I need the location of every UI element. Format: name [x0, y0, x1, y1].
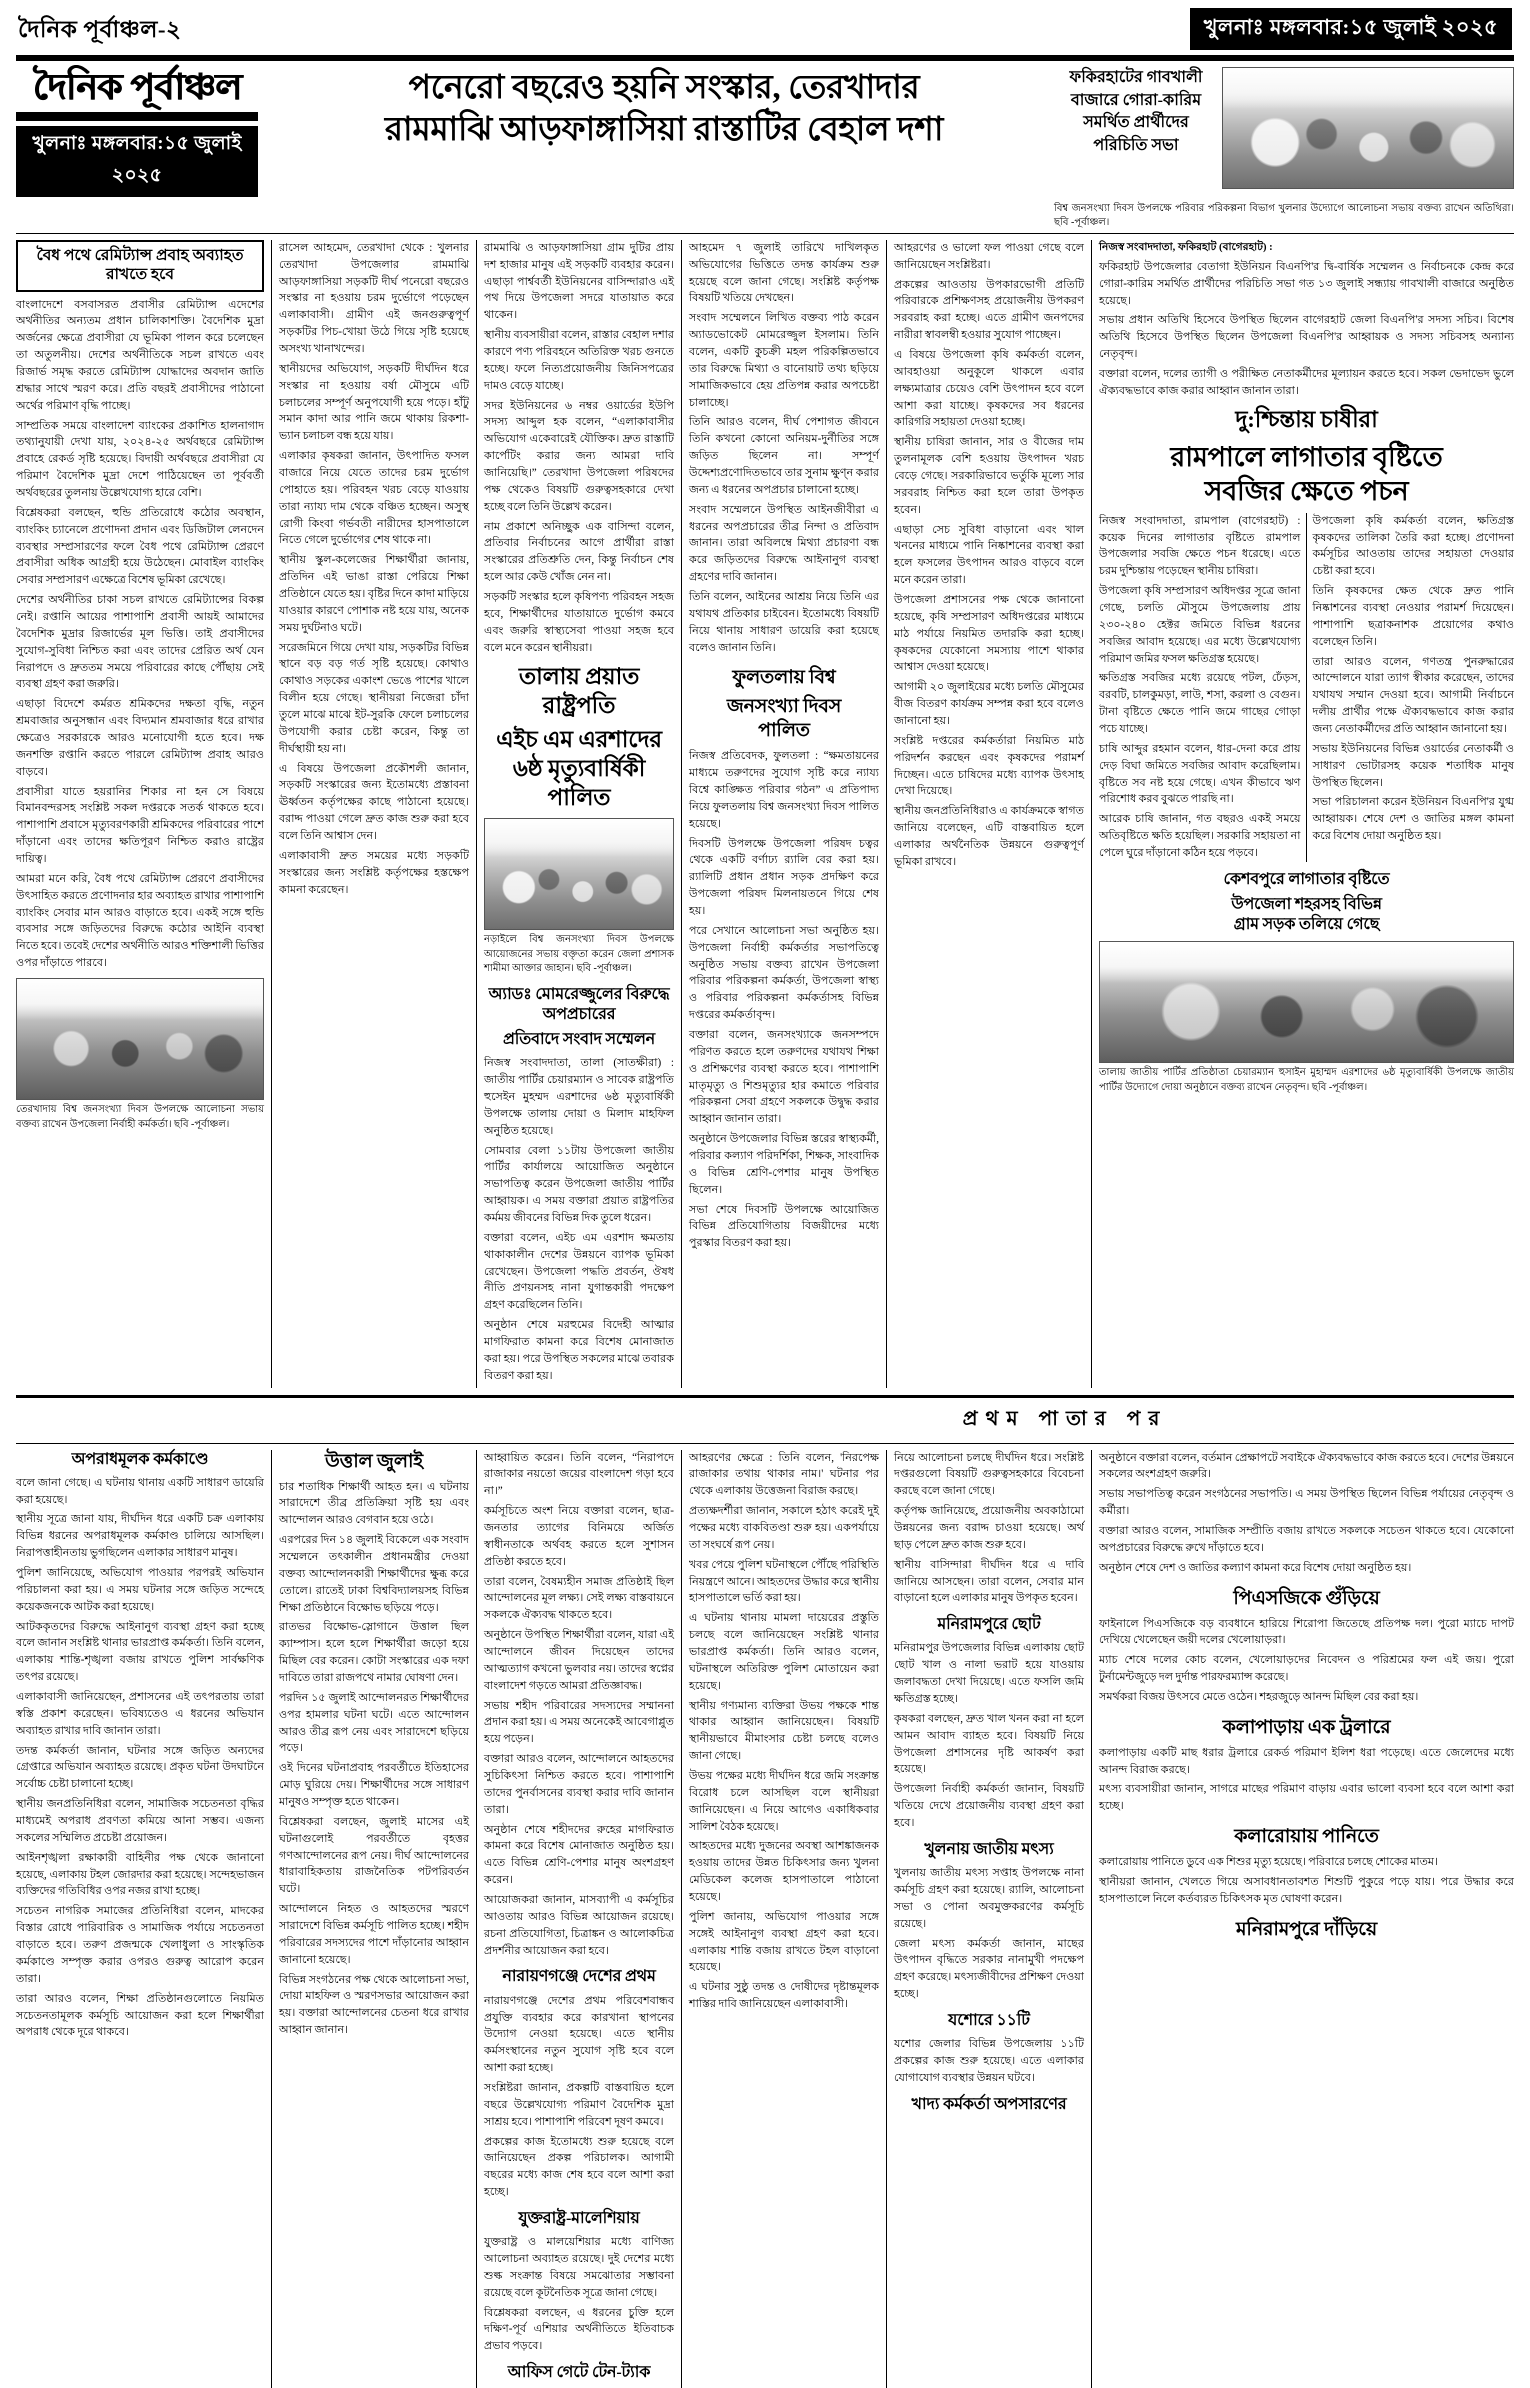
paragraph: কর্মসূচিতে অংশ নিয়ে বক্তারা বলেন, ছাত্র-জনতার ত্যাগের বিনিময়ে অর্জিত স্বাধীনতাকে অর্থবহ করতে হলে সুশাসন প্রতিষ্ঠা করতে হবে।: [484, 1505, 674, 1568]
col6-subhead3-line2: উপজেলা শহরসহ বিভিন্ন: [1231, 896, 1382, 914]
bottom-column-4: [689, 1450, 879, 2388]
paragraph: সংবাদ সম্মেলনে উপস্থিত আইনজীবীরা এ ধরনের অপপ্রচারের তীব্র নিন্দা ও প্রতিবাদ জানান। তারা অবিলম্বে মিথ্যা প্রচারণা বন্ধ করে জড়িতদের বিরুদ্ধে আইনানুগ ব্যবস্থা গ্রহণের দাবি জানান।: [689, 503, 879, 584]
paragraph: পুলিশ জানিয়েছে, অভিযোগ পাওয়ার পরপরই অভিযান পরিচালনা করা হয়। এ সময় ঘটনার সঙ্গে জড়িত সন্দেহে কয়েকজনকে আটক করা হয়েছে।: [16, 1567, 264, 1613]
bottom-col6-head-2: কলাপাড়ায় এক ট্রলারে: [1222, 1716, 1391, 1738]
bottom-col2-head: উত্তাল জুলাই: [325, 1450, 423, 1472]
paragraph: পরে সেখানে আলোচনা সভা অনুষ্ঠিত হয়। উপজেলা নির্বাহী কর্মকর্তার সভাপতিত্বে অনুষ্ঠিত সভায় বক্তব্য রাখেন উপজেলা পরিবার পরিকল্পনা কর্মকর্তা, উপজেলা স্বাস্থ্য ও পরিবার পরিকল্পনা কর্মকর্তাসহ বিভিন্ন দপ্তরের কর্মকর্তাবৃন্দ।: [689, 924, 879, 1022]
masthead-date: খুলনাঃ মঙ্গলবার:১৫ জুলাই ২০২৫: [16, 126, 258, 197]
bottom-col5-body: [894, 1450, 1084, 1608]
lead-photo-caption: বিশ্ব জনসংখ্যা দিবস উপলক্ষে পরিবার পরিকল্পনা বিভাগ খুলনার উদ্যোগে আলোচনা সভায় বক্তব্য রাখেন অতিথিরা। ছবি -পূর্বাঞ্চল।: [1054, 202, 1514, 229]
paragraph: পুলিশ জানায়, অভিযোগ পাওয়ার সঙ্গে সঙ্গেই আইনানুগ ব্যবস্থা গ্রহণ করা হবে। এলাকায় শান্তি বজায় রাখতে টহল বাড়ানো হয়েছে।: [689, 1910, 879, 1974]
lead-headline-line2: রামমাঝি আড়ফাঙ্গাসিয়া রাস্তাটির বেহাল দশা: [384, 112, 944, 149]
bottom-col6-body-3: [1099, 1745, 1514, 1815]
paragraph: ফকিরহাট উপজেলার বেতাগা ইউনিয়ন বিএনপি'র দ্বি-বার্ষিক সম্মেলন ও নির্বাচনকে কেন্দ্র করে গোরা-কারিম সমর্থিত প্রার্থীদের পরিচিতি সভা গত ১৩ জুলাই সন্ধ্যায় গাবখালী বাজারে অনুষ্ঠিত হয়েছে।: [1099, 260, 1514, 307]
bottom-column-grid: [16, 1450, 1514, 2388]
bottom-col1-head: অপরাধমূলক কর্মকাণ্ডে: [71, 1450, 209, 1468]
lead-photo-block: [1214, 67, 1514, 189]
paragraph: স্থানীয় সূত্রে জানা যায়, দীর্ঘদিন ধরে একটি চক্র এলাকায় বিভিন্ন ধরনের অপরাধমূলক কর্মকাণ্ড চালিয়ে আসছিল। নিরাপত্তাহীনতায় ভুগছিলেন এলাকার সাধারণ মানুষ।: [16, 1513, 264, 1560]
paragraph: সভায় শহীদ পরিবারের সদস্যদের সম্মাননা প্রদান করা হয়। এ সময় অনেকেই আবেগাপ্লুত হয়ে পড়েন।: [484, 1699, 674, 1746]
paragraph: ফাইনালে পিএসজিকে বড় ব্যবধানে হারিয়ে শিরোপা জিতেছে প্রতিপক্ষ দল। পুরো ম্যাচে দাপট দেখিয়ে খেলেছেন জয়ী দলের খেলোয়াড়রা।: [1099, 1617, 1514, 1647]
paragraph: তিনি বলেন, আইনের আশ্রয় নিয়ে তিনি এর যথাযথ প্রতিকার চাইবেন। ইতোমধ্যে বিষয়টি নিয়ে থানায় সাধারণ ডায়েরি করা হয়েছে বলেও জানান তিনি।: [689, 590, 879, 654]
column-divider: [1091, 1450, 1092, 2388]
bottom-col1-body: [16, 1475, 264, 2042]
col3-body-2: [484, 1055, 674, 1384]
paragraph: স্থানীয় বাসিন্দারা দীর্ঘদিন ধরে এ দাবি জানিয়ে আসছেন। তারা বলেন, সেবার মান বাড়ানো হলে এলাকার মানুষ উপকৃত হবেন।: [894, 1558, 1084, 1605]
col1-photo-caption: তেরখাদায় বিশ্ব জনসংখ্যা দিবস উপলক্ষে আলোচনা সভায় বক্তব্য রাখেন উপজেলা নির্বাহী কর্মকর্তা। ছবি -পূর্বাঞ্চল।: [16, 1104, 264, 1130]
column-divider: [271, 240, 272, 1388]
paragraph: ম্যাচ শেষে দলের কোচ বলেন, খেলোয়াড়দের নিবেদন ও পরিশ্রমের ফল এই জয়। পুরো টুর্নামেন্টজুড়ে দল দুর্দান্ত পারফরম্যান্স করেছে।: [1099, 1654, 1514, 1684]
paragraph: নিয়ে আলোচনা চলছে দীর্ঘদিন ধরে। সংশ্লিষ্ট দপ্তরগুলো বিষয়টি গুরুত্বসহকারে বিবেচনা করছে বলে জানা গেছে।: [894, 1451, 1084, 1498]
bottom-col3-body: [484, 1450, 674, 1960]
paragraph: সভায় প্রধান অতিথি হিসেবে উপস্থিত ছিলেন বাগেরহাট জেলা বিএনপি'র সদস্য সচিব। বিশেষ অতিথি হিসেবে উপস্থিত ছিলেন উপজেলা বিএনপি'র আহ্বায়ক ও সদস্য সচিবসহ অন্যান্য নেতৃবৃন্দ।: [1099, 314, 1514, 361]
paragraph: তারা বলেন, বৈষম্যহীন সমাজ প্রতিষ্ঠাই ছিল আন্দোলনের মূল লক্ষ্য। সেই লক্ষ্য বাস্তবায়নে সকলকে ঐক্যবদ্ধ থাকতে হবে।: [484, 1575, 674, 1622]
col6-photo: [1099, 941, 1514, 1063]
lead-kicker: ফকিরহাটের গাবখালী বাজারে গোরা-কারিম সমর্থিত প্রার্থীদের পরিচিতি সভা: [1069, 69, 1203, 155]
paragraph: সড়কটি সংস্কার হলে কৃষিপণ্য পরিবহন সহজ হবে, শিক্ষার্থীদের যাতায়াতে দুর্ভোগ কমবে এবং জরুরি স্বাস্থ্যসেবা পাওয়া সহজ হবে বলে মনে করেন স্থানীয়রা।: [484, 590, 674, 654]
paragraph: কলারোয়ায় পানিতে ডুবে এক শিশুর মৃত্যু হয়েছে। পরিবারে চলছে শোকের মাতম।: [1099, 1856, 1439, 1869]
col6-subhead2-line1: রামপালে লাগাতার বৃষ্টিতে: [1170, 441, 1443, 472]
paragraph: সংশ্লিষ্ট দপ্তরের কর্মকর্তারা নিয়মিত মাঠ পরিদর্শন করছেন এবং কৃষকদের পরামর্শ দিচ্ছেন। এতে চাষিদের মধ্যে ব্যাপক উৎসাহ দেখা দিয়েছে।: [894, 734, 1084, 798]
paragraph: স্থানীয় স্কুল-কলেজের শিক্ষার্থীরা জানায়, প্রতিদিন এই ভাঙা রাস্তা পেরিয়ে শিক্ষা প্রতিষ্ঠানে যেতে হয়। বৃষ্টির দিনে কাদা মাড়িয়ে যাওয়ার কারণে পোশাক নষ্ট হয়ে যায়, অনেক সময় দুর্ঘটনাও ঘটে।: [279, 554, 469, 634]
paragraph: বক্তারা বলেন, জনসংখ্যাকে জনসম্পদে পরিণত করতে হলে তরুণদের যথাযথ শিক্ষা ও প্রশিক্ষণের ব্যবস্থা করতে হবে। পাশাপাশি মাতৃমৃত্যু ও শিশুমৃত্যুর হার কমাতে পরিবার পরিকল্পনা সেবা গ্রহণে সকলকে উদ্বুদ্ধ করার আহ্বান জানান তারা।: [689, 1028, 879, 1126]
col3-subhead2-line2: প্রতিবাদে সংবাদ সম্মেলন: [502, 1031, 656, 1049]
paragraph: অনুষ্ঠান শেষে মরহুমের বিদেহী আত্মার মাগফিরাত কামনা করে বিশেষ মোনাজাত করা হয়। পরে উপস্থিত সকলের মাঝে তবারক বিতরণ করা হয়।: [484, 1319, 674, 1382]
col6-subhead1: দু:শ্চিন্তায় চাষীরা: [1235, 406, 1378, 432]
paragraph: সরেজমিনে গিয়ে দেখা যায়, সড়কটির বিভিন্ন স্থানে বড় বড় গর্ত সৃষ্টি হয়েছে। কোথাও কোথাও সড়কের একাংশ ভেঙে পাশের খালে বিলীন হয়ে গেছে। স্থানীয়রা নিজেরা চাঁদা তুলে মাঝে মাঝে ইট-সুরকি ফেলে চলাচলের উপযোগী করার চেষ্টা করেন, কিন্তু তা দীর্ঘস্থায়ী হয় না।: [279, 641, 469, 755]
paragraph: বলে জানা গেছে। এ ঘটনায় থানায় একটি সাধারণ ডায়েরি করা হয়েছে।: [16, 1476, 264, 1506]
bottom-col5-head-3: যশোরে ১১টি: [948, 2011, 1030, 2029]
paragraph: আয়োজকরা জানান, মাসব্যাপী এ কর্মসূচির আওতায় আরও বিভিন্ন আয়োজন রয়েছে। রচনা প্রতিযোগিতা, চিত্রাঙ্কন ও আলোকচিত্র প্রদর্শনীর আয়োজন করা হবে।: [484, 1894, 674, 1957]
paragraph: সাম্প্রতিক সময়ে বাংলাদেশ ব্যাংকের প্রকাশিত হালনাগাদ তথ্যানুযায়ী দেখা যায়, ২০২৪-২৫ অর্থবছরে রেমিট্যান্স প্রবাহে রেকর্ড সৃষ্টি হয়েছে। বিদায়ী অর্থবছরে প্রবাসীরা যে পরিমাণ বৈদেশিক মুদ্রা দেশে পাঠিয়েছেন তা পূর্ববর্তী অর্থবছরের তুলনায় উল্লেখযোগ্য হারে বেশি।: [16, 419, 264, 499]
paragraph: সদর ইউনিয়নের ৬ নম্বর ওয়ার্ডের ইউপি সদস্য আব্দুল হক বলেন, “এলাকাবাসীর অভিযোগ একেবারেই যৌক্তিক। দ্রুত রাস্তাটি কার্পেটিং করার জন্য আমরা দাবি জানিয়েছি।” তেরখাদা উপজেলা পরিষদের পক্ষ থেকেও বিষয়টি গুরুত্বসহকারে দেখা হচ্ছে বলে তিনি উল্লেখ করেন।: [484, 399, 674, 513]
col6-subhead3-line3: গ্রাম সড়ক তলিয়ে গেছে: [1233, 916, 1380, 934]
paragraph: সচেতন নাগরিক সমাজের প্রতিনিধিরা বলেন, মাদকের বিস্তার রোধে পারিবারিক ও সামাজিক পর্যায়ে সচেতনতা বাড়াতে হবে। তরুণ প্রজন্মকে খেলাধুলা ও সাংস্কৃতিক কর্মকাণ্ডে সম্পৃক্ত করার ওপরও গুরুত্ব আরোপ করেন তারা।: [16, 1905, 264, 1985]
col1-photo: [16, 978, 264, 1100]
paragraph: ওই দিনের ঘটনাপ্রবাহ পরবর্তীতে ইতিহাসের মোড় ঘুরিয়ে দেয়। শিক্ষার্থীদের সঙ্গে সাধারণ মানুষও সম্পৃক্ত হতে থাকেন।: [279, 1762, 469, 1808]
paragraph: প্রকল্পের আওতায় উপকারভোগী প্রতিটি পরিবারকে প্রশিক্ষণসহ প্রয়োজনীয় উপকরণ সরবরাহ করা হচ্ছে। এতে গ্রামীণ জনপদের নারীরা স্বাবলম্বী হওয়ার সুযোগ পাচ্ছেন।: [894, 278, 1084, 342]
col2-body: [279, 240, 469, 899]
paragraph: আহরণের ও ভালো ফল পাওয়া গেছে বলে জানিয়েছেন সংশ্লিষ্টরা।: [894, 241, 1084, 271]
paragraph: উপজেলা কৃষি সম্প্রসারণ অধিদপ্তর সূত্রে জানা গেছে, চলতি মৌসুমে উপজেলায় প্রায় ২৩০-২৪০ হেক্টর জমিতে বিভিন্ন ধরনের সবজির আবাদ হয়েছে। এর মধ্যে উল্লেখযোগ্য পরিমাণ জমির ফসল ক্ষতিগ্রস্ত হয়েছে।: [1099, 585, 1301, 665]
paragraph: প্রবাসীরা যাতে হয়রানির শিকার না হন সে বিষয়ে বিমানবন্দরসহ সংশ্লিষ্ট সকল দপ্তরকে সতর্ক থাকতে হবে। পাশাপাশি প্রবাসে মৃত্যুবরণকারী শ্রমিকদের পরিবারের পাশে দাঁড়ানো এবং তাদের ক্ষতিপূরণ নিশ্চিত করাও রাষ্ট্রের দায়িত্ব।: [16, 785, 264, 866]
paragraph: এছাড়া বিদেশে কর্মরত শ্রমিকদের দক্ষতা বৃদ্ধি, নতুন শ্রমবাজার অনুসন্ধান এবং বিদ্যমান শ্রমবাজার ধরে রাখার ক্ষেত্রেও সরকারকে আরও মনোযোগী হতে হবে। দক্ষ জনশক্তি রপ্তানি করতে পারলে রেমিট্যান্স প্রবাহ আরও বাড়বে।: [16, 698, 264, 778]
masthead-block: [16, 67, 268, 197]
bottom-column-1: [16, 1450, 264, 2388]
col6-body-2: [1099, 513, 1514, 862]
paragraph: বিশ্লেষকরা বলছেন, হুন্ডি প্রতিরোধে কঠোর অবস্থান, ব্যাংকিং চ্যানেলে প্রণোদনা প্রদান এবং ডিজিটাল লেনদেন ব্যবস্থার সম্প্রসারণের ফলে বৈধ পথে রেমিট্যান্স প্রেরণে প্রবাসীরা অধিক আগ্রহী হয়ে উঠেছেন। মোবাইল ব্যাংকিং সেবার সম্প্রসারণ এক্ষেত্রে বিশেষ ভূমিকা রেখেছে।: [16, 506, 264, 587]
col5-body: [894, 240, 1084, 871]
paragraph: খবর পেয়ে পুলিশ ঘটনাস্থলে পৌঁছে পরিস্থিতি নিয়ন্ত্রণে আনে। আহতদের উদ্ধার করে স্থানীয় হাসপাতালে ভর্তি করা হয়।: [689, 1558, 879, 1605]
bottom-col3-body-3: [484, 2234, 674, 2355]
col4-subhead-line1: ফুলতলায় বিশ্ব: [732, 667, 836, 689]
paragraph: স্থানীয়রা জানান, খেলতে গিয়ে অসাবধানতাবশত শিশুটি পুকুরে পড়ে যায়। পরে উদ্ধার করে হাসপাতালে নিলে কর্তব্যরত চিকিৎসক মৃত ঘোষণা করেন।: [1099, 1875, 1514, 1905]
col1-box-headline: বৈধ পথে রেমিট্যান্স প্রবাহ অব্যাহত রাখতে হবে: [16, 240, 264, 292]
paragraph: দেশের অর্থনীতির চাকা সচল রাখতে রেমিট্যান্সের বিকল্প নেই। রপ্তানি আয়ের পাশাপাশি প্রবাসী আয়ই আমাদের বৈদেশিক মুদ্রার রিজার্ভের মূল ভিত্তি। তাই প্রবাসীদের সুযোগ-সুবিধা নিশ্চিত করা এবং তাদের প্রেরিত অর্থ যেন নিরাপদে ও দ্রুততম সময়ে পরিবারের কাছে পৌঁছায় সেই ব্যবস্থা গ্রহণ করা জরুরি।: [16, 594, 264, 691]
paragraph: তিনি কৃষকদের ক্ষেত থেকে দ্রুত পানি নিষ্কাশনের ব্যবস্থা নেওয়ার পরামর্শ দিয়েছেন। পাশাপাশি ছত্রাকনাশক প্রয়োগের কথাও বলেছেন তিনি।: [1312, 585, 1514, 648]
paragraph: রামমাঝি ও আড়ফাঙ্গাসিয়া গ্রাম দুটির প্রায় দশ হাজার মানুষ এই সড়কটি ব্যবহার করেন। এছাড়া পার্শ্ববর্তী ইউনিয়নের বাসিন্দারাও এই পথ দিয়ে উপজেলা সদরে যাতায়াত করে থাকেন।: [484, 241, 674, 322]
bottom-col6-body-2: [1099, 1616, 1514, 1706]
column-divider: [681, 1450, 682, 2388]
paragraph: চাষি আব্দুর রহমান বলেন, ধার-দেনা করে প্রায় দেড় বিঘা জমিতে সবজির আবাদ করেছিলাম। বৃষ্টিতে সব নষ্ট হয়ে গেছে। এখন কীভাবে ঋণ পরিশোধ করব বুঝতে পারছি না।: [1099, 742, 1301, 806]
bottom-col6-head: পিএসজিকে গুঁড়িয়ে: [1233, 1587, 1380, 1609]
bottom-col6-body: [1099, 1450, 1514, 1577]
paragraph: বক্তারা আরও বলেন, সামাজিক সম্প্রীতি বজায় রাখতে সকলকে সচেতন থাকতে হবে। যেকোনো অপপ্রচারের বিরুদ্ধে রুখে দাঁড়াতে হবে।: [1099, 1525, 1514, 1554]
masthead-row: [16, 67, 1514, 197]
paragraph: এলাকার কৃষকরা জানান, উৎপাদিত ফসল বাজারে নিয়ে যেতে তাদের চরম দুর্ভোগ পোহাতে হয়। পরিবহন খরচ বেড়ে যাওয়ায় তারা ন্যায্য দাম থেকে বঞ্চিত হচ্ছেন। অসুস্থ রোগী কিংবা গর্ভবতী নারীদের হাসপাতালে নিতে গেলে দুর্ভোগের শেষ থাকে না।: [279, 450, 469, 547]
folio-strip: [0, 0, 1530, 52]
paragraph: অনুষ্ঠানে বক্তারা বলেন, বর্তমান প্রেক্ষাপটে সবাইকে ঐক্যবদ্ধভাবে কাজ করতে হবে। দেশের উন্নয়নে সকলের অংশগ্রহণ জরুরি।: [1099, 1451, 1514, 1481]
paragraph: আহ্বায়িত করেন। তিনি বলেন, “নিরাপদে রাজাকার নয়তো জয়ের বাংলাদেশ গড়া হবে না।”: [484, 1451, 674, 1498]
lead-kicker-block: [1058, 67, 1214, 158]
paragraph: নাম প্রকাশে অনিচ্ছুক এক বাসিন্দা বলেন, প্রতিবার নির্বাচনের আগে প্রার্থীরা রাস্তা সংস্কারের প্রতিশ্রুতি দেন, কিন্তু নির্বাচন শেষ হলে আর কেউ খোঁজ নেন না।: [484, 520, 674, 584]
paragraph: খুলনায় জাতীয় মৎস্য সপ্তাহ উপলক্ষে নানা কর্মসূচি গ্রহণ করা হয়েছে। র‌্যালি, আলোচনা সভা ও পোনা অবমুক্তকরণের কর্মসূচি রয়েছে।: [894, 1867, 1084, 1930]
col6-subhead2-line2: সবজির ক্ষেতে পচন: [1204, 475, 1409, 506]
col4-body-2: [689, 748, 879, 1252]
paragraph: জেলা মৎস্য কর্মকর্তা জানান, মাছের উৎপাদন বৃদ্ধিতে সরকার নানামুখী পদক্ষেপ গ্রহণ করেছে। মৎস্যজীবীদের প্রশিক্ষণ দেওয়া হচ্ছে।: [894, 1937, 1084, 2001]
paragraph: সংবাদ সম্মেলনে লিখিত বক্তব্য পাঠ করেন অ্যাডভোকেট মোমরেজ্জুল ইসলাম। তিনি বলেন, একটি কুচক্রী মহল পরিকল্পিতভাবে তার বিরুদ্ধে মিথ্যা ও বানোয়াট তথ্য ছড়িয়ে সামাজিকভাবে হেয় প্রতিপন্ন করার অপচেষ্টা চালাচ্ছে।: [689, 312, 879, 409]
paragraph: উপজেলা নির্বাহী কর্মকর্তা জানান, বিষয়টি খতিয়ে দেখে প্রয়োজনীয় ব্যবস্থা গ্রহণ করা হবে।: [894, 1783, 1084, 1830]
lead-headline-line1: পনেরো বছরেও হয়নি সংস্কার, তেরখাদার: [408, 70, 920, 106]
paragraph: কর্তৃপক্ষ জানিয়েছে, প্রয়োজনীয় অবকাঠামো উন্নয়নের জন্য বরাদ্দ চাওয়া হয়েছে। অর্থ ছাড় পেলে দ্রুত কাজ শুরু হবে।: [894, 1505, 1084, 1551]
col4-subhead-line3: পালিত: [758, 720, 810, 742]
column-divider: [476, 1450, 477, 2388]
bottom-col6-body-4: [1099, 1854, 1514, 1908]
paragraph: কলাপাড়ায় একটি মাছ ধরার ট্রলারে রেকর্ড পরিমাণ ইলিশ ধরা পড়েছে। এতে জেলেদের মধ্যে আনন্দ বিরাজ করছে।: [1099, 1746, 1514, 1776]
folio-rule: [16, 55, 1514, 61]
column-divider: [271, 1450, 272, 2388]
paragraph: স্থানীয় ব্যবসায়ীরা বলেন, রাস্তার বেহাল দশার কারণে পণ্য পরিবহনে অতিরিক্ত খরচ গুনতে হচ্ছে। ফলে নিত্যপ্রয়োজনীয় জিনিসপত্রের দামও বেড়ে যাচ্ছে।: [484, 329, 674, 392]
bottom-col3-head-2: যুক্তরাষ্ট্র-মালেশিয়ায়: [518, 2209, 640, 2227]
paragraph: অনুষ্ঠান শেষে শহীদদের রুহের মাগফিরাত কামনা করে বিশেষ মোনাজাত অনুষ্ঠিত হয়। এতে বিভিন্ন শ্রেণি-পেশার মানুষ অংশগ্রহণ করেন।: [484, 1823, 674, 1887]
paragraph: এ ঘটনার সুষ্ঠু তদন্ত ও দোষীদের দৃষ্টান্তমূলক শাস্তির দাবি জানিয়েছেন এলাকাবাসী।: [689, 1981, 879, 2011]
paragraph: এ ঘটনায় থানায় মামলা দায়েরের প্রস্তুতি চলছে বলে জানিয়েছেন সংশ্লিষ্ট থানার ভারপ্রাপ্ত কর্মকর্তা। তিনি আরও বলেন, ঘটনাস্থলে অতিরিক্ত পুলিশ মোতায়েন করা হয়েছে।: [689, 1612, 879, 1692]
paragraph: অনুষ্ঠান শেষে দেশ ও জাতির কল্যাণ কামনা করে বিশেষ দোয়া অনুষ্ঠিত হয়।: [1099, 1561, 1412, 1574]
paragraph: স্থানীয় চাষিরা জানান, সার ও বীজের দাম তুলনামূলক বেশি হওয়ায় উৎপাদন খরচ বেড়ে গেছে। সরকারিভাবে ভর্তুকি মূল্যে সার সরবরাহ নিশ্চিত করা হলে তারা উপকৃত হবেন।: [894, 436, 1084, 516]
bottom-col5-body-2: [894, 1640, 1084, 1831]
masthead-underrule: [16, 233, 1514, 234]
paragraph: এলাকাবাসী জানিয়েছেন, প্রশাসনের এই তৎপরতায় তারা স্বস্তি প্রকাশ করেছেন। ভবিষ্যতেও এ ধরনের অভিযান অব্যাহত রাখার দাবি জানান তারা।: [16, 1691, 264, 1737]
paragraph: অনুষ্ঠানে উপস্থিত শিক্ষার্থীরা বলেন, যারা এই আন্দোলনে জীবন দিয়েছেন তাদের আত্মত্যাগ কখনো ভুলবার নয়। তাদের স্বপ্নের বাংলাদেশ গড়তে আমরা প্রতিজ্ঞাবদ্ধ।: [484, 1629, 674, 1692]
paragraph: তিনি আরও বলেন, দীর্ঘ পেশাগত জীবনে তিনি কখনো কোনো অনিয়ম-দুর্নীতির সঙ্গে জড়িত ছিলেন না। সম্পূর্ণ উদ্দেশ্যপ্রণোদিতভাবে তার সুনাম ক্ষুণ্ন করার জন্য এ ধরনের অপপ্রচার চালানো হচ্ছে।: [689, 416, 879, 496]
paragraph: তদন্ত কর্মকর্তা জানান, ঘটনার সঙ্গে জড়িত অন্যদের গ্রেপ্তারে অভিযান অব্যাহত রয়েছে। প্রকৃত ঘটনা উদঘাটনে সর্বোচ্চ চেষ্টা চালানো হচ্ছে।: [16, 1744, 264, 1791]
paragraph: এরপরের দিন ১৪ জুলাই বিকেলে এক সংবাদ সম্মেলনে তৎকালীন প্রধানমন্ত্রীর দেওয়া বক্তব্য আন্দোলনকারী শিক্ষার্থীদের ক্ষুব্ধ করে তোলে। রাতেই ঢাকা বিশ্ববিদ্যালয়সহ বিভিন্ন শিক্ষা প্রতিষ্ঠানে বিক্ষোভ ছড়িয়ে পড়ে।: [279, 1534, 469, 1614]
col3-subhead-line3: ৬ষ্ঠ মৃত্যুবার্ষিকী পালিত: [512, 756, 646, 811]
column-3: [484, 240, 674, 1388]
paragraph: স্থানীয় গণ্যমান্য ব্যক্তিরা উভয় পক্ষকে শান্ত থাকার আহ্বান জানিয়েছেন। বিষয়টি স্থানীয়ভাবে মীমাংসার চেষ্টা চলছে বলেও জানা গেছে।: [689, 1699, 879, 1763]
paragraph: সভায় ইউনিয়নের বিভিন্ন ওয়ার্ডের নেতাকর্মী ও সাধারণ ভোটারসহ কয়েক শতাধিক মানুষ উপস্থিত ছিলেন।: [1312, 742, 1514, 789]
col3-photo: [484, 818, 674, 930]
paragraph: তারা আরও বলেন, গণতন্ত্র পুনরুদ্ধারের আন্দোলনে যারা ত্যাগ স্বীকার করেছেন, তাদের যথাযথ সম্মান দেওয়া হবে। আগামী নির্বাচনে দলীয় প্রার্থীর পক্ষে ঐক্যবদ্ধভাবে কাজ করার জন্য নেতাকর্মীদের প্রতি আহ্বান জানানো হয়।: [1312, 655, 1514, 735]
paragraph: ক্ষতিগ্রস্ত সবজির মধ্যে রয়েছে পটল, ঢেঁড়স, বরবটি, চালকুমড়া, লাউ, শসা, করলা ও বেগুন। টানা বৃষ্টিতে ক্ষেতে পানি জমে গাছের গোড়া পচে যাচ্ছে।: [1099, 672, 1301, 735]
column-2: [279, 240, 469, 1388]
paragraph: রাসেল আহমেদ, তেরখাদা থেকে : খুলনার তেরখাদা উপজেলার রামমাঝি আড়ফাঙ্গাসিয়া সড়কটি দীর্ঘ পনেরো বছরেও সংস্কার না হওয়ায় চরম দুর্ভোগে পড়েছেন এলাকাবাসী। গ্রামীণ এই জনগুরুত্বপূর্ণ সড়কটির পিচ-খোয়া উঠে গিয়ে সৃষ্টি হয়েছে অসংখ্য খানাখন্দের।: [279, 241, 469, 355]
paragraph: বিশ্লেষকরা বলছেন, জুলাই মাসের এই ঘটনাগুলোই পরবর্তীতে বৃহত্তর গণআন্দোলনের রূপ নেয়। দীর্ঘ আন্দোলনের ধারাবাহিকতায় রাজনৈতিক পটপরিবর্তন ঘটে।: [279, 1815, 469, 1896]
bottom-col5-head-2: খুলনায় জাতীয় মৎস্য: [924, 1840, 1054, 1858]
column-divider: [886, 1450, 887, 2388]
paragraph: তারা আরও বলেন, শিক্ষা প্রতিষ্ঠানগুলোতে নিয়মিত সচেতনতামূলক কর্মসূচি আয়োজন করা হলে শিক্ষার্থীরা অপরাধ থেকে দূরে থাকবে।: [16, 1992, 264, 2039]
paragraph: মনিরামপুর উপজেলার বিভিন্ন এলাকায় ছোট ছোট খাল ও নালা ভরাট হয়ে যাওয়ায় জলাবদ্ধতা দেখা দিয়েছে। এতে ফসলি জমি ক্ষতিগ্রস্ত হচ্ছে।: [894, 1642, 1084, 1706]
column-divider: [681, 240, 682, 1388]
col6-byline: নিজস্ব সংবাদদাতা, ফকিরহাট (বাগেরহাট) :: [1099, 241, 1273, 253]
bottom-column-3: [484, 1450, 674, 2388]
section-rule-banner: [16, 1443, 1514, 1444]
column-divider: [886, 240, 887, 1388]
paragraph: উভয় পক্ষের মধ্যে দীর্ঘদিন ধরে জমি সংক্রান্ত বিরোধ চলে আসছিল বলে স্থানীয়রা জানিয়েছেন। এ নিয়ে আগেও একাধিকবার সালিশ বৈঠক হয়েছে।: [689, 1770, 879, 1833]
bottom-column-5: [894, 1450, 1084, 2388]
paragraph: স্থানীয়দের অভিযোগ, সড়কটি দীর্ঘদিন ধরে সংস্কার না হওয়ায় বর্ষা মৌসুমে এটি চলাচলের সম্পূর্ণ অনুপযোগী হয়ে পড়ে। হাঁটু সমান কাদা আর পানি জমে থাকায় রিকশা-ভ্যান চলাচল বন্ধ হয়ে যায়।: [279, 362, 469, 443]
bottom-col5-head: মনিরামপুরে ছোট: [937, 1616, 1041, 1634]
paragraph: আরেক চাষি জানান, গত বছরও একই সময়ে অতিবৃষ্টিতে ক্ষতি হয়েছিল। সরকারি সহায়তা না পেলে ঘুরে দাঁড়ানো কঠিন হয়ে পড়বে।: [1099, 813, 1301, 859]
paragraph: পরদিন ১৫ জুলাই আন্দোলনরত শিক্ষার্থীদের ওপর হামলার ঘটনা ঘটে। এতে আন্দোলন আরও তীব্র রূপ নেয় এবং সারাদেশে ছড়িয়ে পড়ে।: [279, 1691, 469, 1755]
lead-headline-block: [268, 67, 1058, 151]
paragraph: আইনশৃঙ্খলা রক্ষাকারী বাহিনীর পক্ষ থেকে জানানো হয়েছে, এলাকায় টহল জোরদার করা হয়েছে। সন্দেহভাজন ব্যক্তিদের গতিবিধির ওপর নজর রাখা হচ্ছে।: [16, 1851, 264, 1898]
paragraph: যুক্তরাষ্ট্র ও মালয়েশিয়ার মধ্যে বাণিজ্য আলোচনা অব্যাহত রয়েছে। দুই দেশের মধ্যে শুল্ক সংক্রান্ত বিষয়ে সমঝোতার সম্ভাবনা রয়েছে বলে কূটনৈতিক সূত্রে জানা গেছে।: [484, 2236, 674, 2299]
paragraph: দিবসটি উপলক্ষে উপজেলা পরিষদ চত্বর থেকে একটি বর্ণাঢ্য র‌্যালি বের করা হয়। র‌্যালিটি প্রধান প্রধান সড়ক প্রদক্ষিণ করে উপজেলা পরিষদ মিলনায়তনে গিয়ে শেষ হয়।: [689, 837, 879, 917]
paragraph: সংশ্লিষ্টরা জানান, প্রকল্পটি বাস্তবায়িত হলে বছরে উল্লেখযোগ্য পরিমাণ বৈদেশিক মুদ্রা সাশ্রয় হবে। পাশাপাশি পরিবেশ দূষণ কমবে।: [484, 2081, 674, 2128]
folio-date-label: খুলনাঃ মঙ্গলবার:১৫ জুলাই ২০২৫: [1190, 8, 1512, 50]
bottom-col6-head-4: মনিরামপুরে দাঁড়িয়ে: [1236, 1918, 1377, 1940]
paragraph: এ বিষয়ে উপজেলা প্রকৌশলী জানান, সড়কটি সংস্কারের জন্য ইতোমধ্যে প্রস্তাবনা ঊর্ধ্বতন কর্তৃপক্ষের কাছে পাঠানো হয়েছে। বরাদ্দ পাওয়া গেলে দ্রুত কাজ শুরু করা হবে বলে তিনি আশ্বাস দেন।: [279, 762, 469, 843]
paragraph: চার শতাধিক শিক্ষার্থী আহত হন। এ ঘটনায় সারাদেশে তীব্র প্রতিক্রিয়া সৃষ্টি হয় এবং আন্দোলন আরও বেগবান হয়ে ওঠে।: [279, 1480, 469, 1527]
bottom-col4-body: [689, 1450, 879, 2014]
paragraph: উপজেলা কৃষি কর্মকর্তা বলেন, ক্ষতিগ্রস্ত কৃষকদের তালিকা তৈরি করা হচ্ছে। প্রণোদনা কর্মসূচির আওতায় তাদের সহায়তা দেওয়ার চেষ্টা করা হবে।: [1312, 514, 1514, 578]
folio-page-label: দৈনিক পূর্বাঞ্চল-২: [18, 17, 182, 42]
paragraph: আটককৃতদের বিরুদ্ধে আইনানুগ ব্যবস্থা গ্রহণ করা হচ্ছে বলে জানান সংশ্লিষ্ট থানার ভারপ্রাপ্ত কর্মকর্তা। তিনি বলেন, এলাকায় শান্তি-শৃঙ্খলা বজায় রাখতে পুলিশ সার্বক্ষণিক তৎপর রয়েছে।: [16, 1620, 264, 1684]
paragraph: আহরণের ক্ষেত্রে : তিনি বলেন, 'নিরপেক্ষ রাজাকার তথায় থাকার নাম।' ঘটনার পর থেকে এলাকায় উত্তেজনা বিরাজ করছে।: [689, 1451, 879, 1498]
column-5: [894, 240, 1084, 1388]
bottom-col5-body-4: [894, 2036, 1084, 2087]
paragraph: বক্তারা আরও বলেন, আন্দোলনে আহতদের সুচিকিৎসা নিশ্চিত করতে হবে। পাশাপাশি তাদের পুনর্বাসনের ব্যবস্থা করার দাবি জানান তারা।: [484, 1753, 674, 1816]
section-banner: প্রথম পাতার পর: [962, 1407, 1168, 1430]
bottom-col3-head: নারায়ণগঞ্জে দেশের প্রথম: [502, 1968, 656, 1986]
lead-photo: [1222, 67, 1514, 189]
paragraph: বাংলাদেশে বসবাসরত প্রবাসীর রেমিট্যান্স এদেশের অর্থনীতির অন্যতম প্রধান চালিকাশক্তি। বৈদেশিক মুদ্রা অর্জনের ক্ষেত্রে প্রবাসীরা যে ভূমিকা পালন করে চলেছেন তা অতুলনীয়। দেশের অর্থনীতিকে সচল রাখতে এবং রিজার্ভ সমৃদ্ধ করতে রেমিট্যান্স যোদ্ধাদের অবদান জাতি শ্রদ্ধার সাথে স্মরণ করে। প্রতি বছরই প্রবাসীদের পাঠানো অর্থের পরিমাণ বৃদ্ধি পাচ্ছে।: [16, 298, 264, 412]
col6-subhead3-line1: কেশবপুরে লাগাতার বৃষ্টিতে: [1223, 870, 1390, 888]
column-divider: [1091, 240, 1092, 1388]
col6-body: [1099, 259, 1514, 400]
column-4: [689, 240, 879, 1388]
paragraph: নিজস্ব সংবাদদাতা, রামপাল (বাগেরহাট) : কয়েক দিনের লাগাতার বৃষ্টিতে রামপাল উপজেলার সবজি ক্ষেতে পচন ধরেছে। এতে চরম দুশ্চিন্তায় পড়েছেন স্থানীয় চাষিরা।: [1099, 514, 1301, 578]
bottom-col5-body-3: [894, 1865, 1084, 2003]
col4-subhead-line2: জনসংখ্যা দিবস: [726, 696, 842, 718]
paragraph: নিজস্ব সংবাদদাতা, তালা (সাতক্ষীরা) : জাতীয় পার্টির চেয়ারম্যান ও সাবেক রাষ্ট্রপতি হুসেইন মুহম্মদ এরশাদের ৬ষ্ঠ মৃত্যুবার্ষিকী উপলক্ষে তালায় দোয়া ও মিলাদ মাহফিল অনুষ্ঠিত হয়েছে।: [484, 1057, 674, 1137]
main-column-grid: [16, 240, 1514, 1388]
paragraph: সভায় সভাপতিত্ব করেন সংগঠনের সভাপতি। এ সময় উপস্থিত ছিলেন বিভিন্ন পর্যায়ের নেতৃবৃন্দ ও কর্মীরা।: [1099, 1488, 1514, 1518]
paragraph: বিভিন্ন সংগঠনের পক্ষ থেকে আলোচনা সভা, দোয়া মাহফিল ও স্মরণসভার আয়োজন করা হয়। বক্তারা আন্দোলনের চেতনা ধরে রাখার আহ্বান জানান।: [279, 1973, 469, 2037]
bottom-column-6: [1099, 1450, 1514, 2388]
paragraph: স্থানীয় জনপ্রতিনিধিরা বলেন, সামাজিক সচেতনতা বৃদ্ধির মাধ্যমেই অপরাধ প্রবণতা কমিয়ে আনা সম্ভব। এজন্য সকলের সম্মিলিত প্রচেষ্টা প্রয়োজন।: [16, 1798, 264, 1844]
paragraph: স্থানীয় জনপ্রতিনিধিরাও এ কার্যক্রমকে স্বাগত জানিয়ে বলেছেন, এটি বাস্তবায়িত হলে এলাকার অর্থনৈতিক উন্নয়নে গুরুত্বপূর্ণ ভূমিকা রাখবে।: [894, 805, 1084, 868]
col3-subhead-line1: তালায় প্রয়াত রাষ্ট্রপতি: [518, 664, 640, 719]
paragraph: প্রত্যক্ষদর্শীরা জানান, সকালে হঠাৎ করেই দুই পক্ষের মধ্যে বাকবিতণ্ডা শুরু হয়। একপর্যায়ে তা সংঘর্ষে রূপ নেয়।: [689, 1505, 879, 1551]
paragraph: আন্দোলনে নিহত ও আহতদের স্মরণে সারাদেশে বিভিন্ন কর্মসূচি পালিত হচ্ছে। শহীদ পরিবারের সদস্যদের পাশে দাঁড়ানোর আহ্বান জানানো হয়েছে।: [279, 1903, 469, 1966]
column-6: [1099, 240, 1514, 1388]
col3-body: [484, 240, 674, 657]
paragraph: এ বিষয়ে উপজেলা কৃষি কর্মকর্তা বলেন, আবহাওয়া অনুকূলে থাকলে এবার লক্ষ্যমাত্রার চেয়েও বেশি উৎপাদন হবে বলে আশা করা যাচ্ছে। কৃষকদের সব ধরনের কারিগরি সহায়তা দেওয়া হচ্ছে।: [894, 348, 1084, 429]
section-banner-row: [16, 1398, 1514, 1439]
paragraph: কৃষকরা বলছেন, দ্রুত খাল খনন করা না হলে আমন আবাদ ব্যাহত হবে। বিষয়টি নিয়ে উপজেলা প্রশাসনের দৃষ্টি আকর্ষণ করা হয়েছে।: [894, 1712, 1084, 1776]
paragraph: সোমবার বেলা ১১টায় উপজেলা জাতীয় পার্টির কার্যালয়ে আয়োজিত অনুষ্ঠানে সভাপতিত্ব করেন উপজেলা জাতীয় পার্টির আহ্বায়ক। এ সময় বক্তারা প্রয়াত রাষ্ট্রপতির কর্মময় জীবনের বিভিন্ন দিক তুলে ধরেন।: [484, 1144, 674, 1224]
col1-body: [16, 297, 264, 973]
paragraph: উপজেলা প্রশাসনের পক্ষ থেকে জানানো হয়েছে, কৃষি সম্প্রসারণ অধিদপ্তরের মাধ্যমে মাঠ পর্যায়ে নিয়মিত তদারকি করা হচ্ছে। কৃষকদের যেকোনো সমস্যায় পাশে থাকার আশ্বাস দেওয়া হয়েছে।: [894, 593, 1084, 674]
paragraph: আহমেদ ৭ জুলাই তারিখে দাখিলকৃত অভিযোগের ভিত্তিতে তদন্ত কার্যক্রম শুরু হয়েছে বলে জানা গেছে। সংশ্লিষ্ট কর্তৃপক্ষ বিষয়টি খতিয়ে দেখছেন।: [689, 241, 879, 305]
paragraph: এলাকাবাসী দ্রুত সময়ের মধ্যে সড়কটি সংস্কারের জন্য সংশ্লিষ্ট কর্তৃপক্ষের হস্তক্ষেপ কামনা করেছেন।: [279, 849, 469, 896]
paragraph: অনুষ্ঠানে উপজেলার বিভিন্ন স্তরের স্বাস্থ্যকর্মী, পরিবার কল্যাণ পরিদর্শিকা, শিক্ষক, সাংবাদিক ও বিভিন্ন শ্রেণি-পেশার মানুষ উপস্থিত ছিলেন।: [689, 1133, 879, 1196]
paragraph: বক্তারা বলেন, দলের ত্যাগী ও পরীক্ষিত নেতাকর্মীদের মূল্যায়ন করতে হবে। সকল ভেদাভেদ ভুলে ঐক্যবদ্ধভাবে কাজ করার আহ্বান জানান তারা।: [1099, 367, 1514, 397]
paragraph: বক্তারা বলেন, এইচ এম এরশাদ ক্ষমতায় থাকাকালীন দেশের উন্নয়নে ব্যাপক ভূমিকা রেখেছেন। উপজেলা পদ্ধতি প্রবর্তন, ঔষধ নীতি প্রণয়নসহ নানা যুগান্তকারী পদক্ষেপ গ্রহণ করেছিলেন তিনি।: [484, 1231, 674, 1312]
masthead-bar: [16, 112, 258, 121]
paragraph: বিশ্লেষকরা বলছেন, এ ধরনের চুক্তি হলে দক্ষিণ-পূর্ব এশিয়ার অর্থনীতিতে ইতিবাচক প্রভাব পড়বে।: [484, 2306, 674, 2353]
paragraph: যশোর জেলার বিভিন্ন উপজেলায় ১১টি প্রকল্পের কাজ শুরু হয়েছে। এতে এলাকার যোগাযোগ ব্যবস্থার উন্নয়ন ঘটবে।: [894, 2038, 1084, 2084]
paragraph: সমর্থকরা বিজয় উৎসবে মেতে ওঠেন। শহরজুড়ে আনন্দ মিছিল বের করা হয়।: [1099, 1690, 1419, 1703]
column-1: [16, 240, 264, 1388]
col3-subhead-line2: এইচ এম এরশাদের: [496, 727, 662, 753]
bottom-col6-head-3: কলারোয়ায় পানিতে: [1234, 1826, 1379, 1848]
paragraph: প্রকল্পের কাজ ইতোমধ্যে শুরু হয়েছে বলে জানিয়েছেন প্রকল্প পরিচালক। আগামী বছরের মধ্যে কাজ শেষ হবে বলে আশা করা হচ্ছে।: [484, 2135, 674, 2199]
col3-photo-caption: নড়াইলে বিশ্ব জনসংখ্যা দিবস উপলক্ষে আয়োজনের সভায় বক্তৃতা করেন জেলা প্রশাসক শামীমা আক্তার জাহান। ছবি -পূর্বাঞ্চল।: [484, 934, 674, 975]
bottom-col3-body-2: [484, 1993, 674, 2201]
paragraph: নিজস্ব প্রতিবেদক, ফুলতলা : “ক্ষমতায়নের মাধ্যমে তরুণদের সুযোগ সৃষ্টি করে ন্যায্য বিশ্বে কাঙ্ক্ষিত পরিবার গঠন” এ প্রতিপাদ্য নিয়ে ফুলতলায় বিশ্ব জনসংখ্যা দিবস পালিত হয়েছে।: [689, 750, 879, 830]
masthead-title: দৈনিক পূর্বাঞ্চল: [32, 67, 242, 107]
paragraph: নারায়ণগঞ্জে দেশের প্রথম পরিবেশবান্ধব প্রযুক্তি ব্যবহার করে কারখানা স্থাপনের উদ্যোগ নেওয়া হয়েছে। এতে স্থানীয় কর্মসংস্থানের নতুন সুযোগ সৃষ্টি হবে বলে আশা করা হচ্ছে।: [484, 1994, 674, 2075]
column-divider: [476, 240, 477, 1388]
paragraph: রাতভর বিক্ষোভ-স্লোগানে উত্তাল ছিল ক্যাম্পাস। হলে হলে শিক্ষার্থীরা জড়ো হয়ে মিছিল বের করেন। কোটা সংস্কারের এক দফা দাবিতে তারা রাজপথে নামার ঘোষণা দেন।: [279, 1621, 469, 1684]
paragraph: মৎস্য ব্যবসায়ীরা জানান, সাগরে মাছের পরিমাণ বাড়ায় এবার ভালো ব্যবসা হবে বলে আশা করা হচ্ছে।: [1099, 1783, 1514, 1813]
bottom-col2-body: [279, 1479, 469, 2040]
paragraph: আগামী ২০ জুলাইয়ের মধ্যে চলতি মৌসুমের বীজ বিতরণ কার্যক্রম সম্পন্ন করা হবে বলেও জানানো হয়।: [894, 681, 1084, 727]
bottom-col3-head-3: আফিস গেটে টেন-ট্যাক: [507, 2364, 651, 2382]
col3-subhead2-line1: অ্যাডঃ মোমরেজ্জুলের বিরুদ্ধে অপপ্রচারের: [488, 985, 670, 1023]
bottom-column-2: [279, 1450, 469, 2388]
col6-photo-caption: তালায় জাতীয় পার্টির প্রতিষ্ঠাতা চেয়ারম্যান হুসাইন মুহাম্মদ এরশাদের ৬ষ্ঠ মৃত্যুবার্ষিকী উপলক্ষে জাতীয় পার্টির উদ্যোগে দোয়া অনুষ্ঠানে বক্তব্য রাখেন নেতৃবৃন্দ। ছবি -পূর্বাঞ্চল।: [1099, 1067, 1514, 1093]
bottom-col5-head-4: খাদ্য কর্মকর্তা অপসারণের: [911, 2095, 1067, 2113]
paragraph: সভা পরিচালনা করেন ইউনিয়ন বিএনপি'র যুগ্ম আহ্বায়ক। শেষে দেশ ও জাতির মঙ্গল কামনা করে বিশেষ দোয়া অনুষ্ঠিত হয়।: [1312, 796, 1514, 843]
paragraph: সভা শেষে দিবসটি উপলক্ষে আয়োজিত বিভিন্ন প্রতিযোগিতায় বিজয়ীদের মধ্যে পুরস্কার বিতরণ করা হয়।: [689, 1203, 879, 1250]
paragraph: আমরা মনে করি, বৈধ পথে রেমিট্যান্স প্রেরণে প্রবাসীদের উৎসাহিত করতে প্রণোদনার হার অব্যাহত রাখার পাশাপাশি ব্যাংকিং সেবার মান আরও বাড়াতে হবে। একই সঙ্গে হুন্ডি ব্যবসার সঙ্গে জড়িতদের বিরুদ্ধে কঠোর আইনি ব্যবস্থা নিতে হবে। তবেই দেশের অর্থনীতি আরও শক্তিশালী ভিত্তির ওপর দাঁড়াতে পারবে।: [16, 872, 264, 970]
paragraph: এছাড়া সেচ সুবিধা বাড়ানো এবং খাল খননের মাধ্যমে পানি নিষ্কাশনের ব্যবস্থা করা হলে ফসলের উৎপাদন আরও বাড়বে বলে মনে করেন তারা।: [894, 523, 1084, 587]
paragraph: আহতদের মধ্যে দুজনের অবস্থা আশঙ্কাজনক হওয়ায় তাদের উন্নত চিকিৎসার জন্য খুলনা মেডিকেল কলেজ হাসপাতালে পাঠানো হয়েছে।: [689, 1840, 879, 1904]
col4-body: [689, 240, 879, 657]
